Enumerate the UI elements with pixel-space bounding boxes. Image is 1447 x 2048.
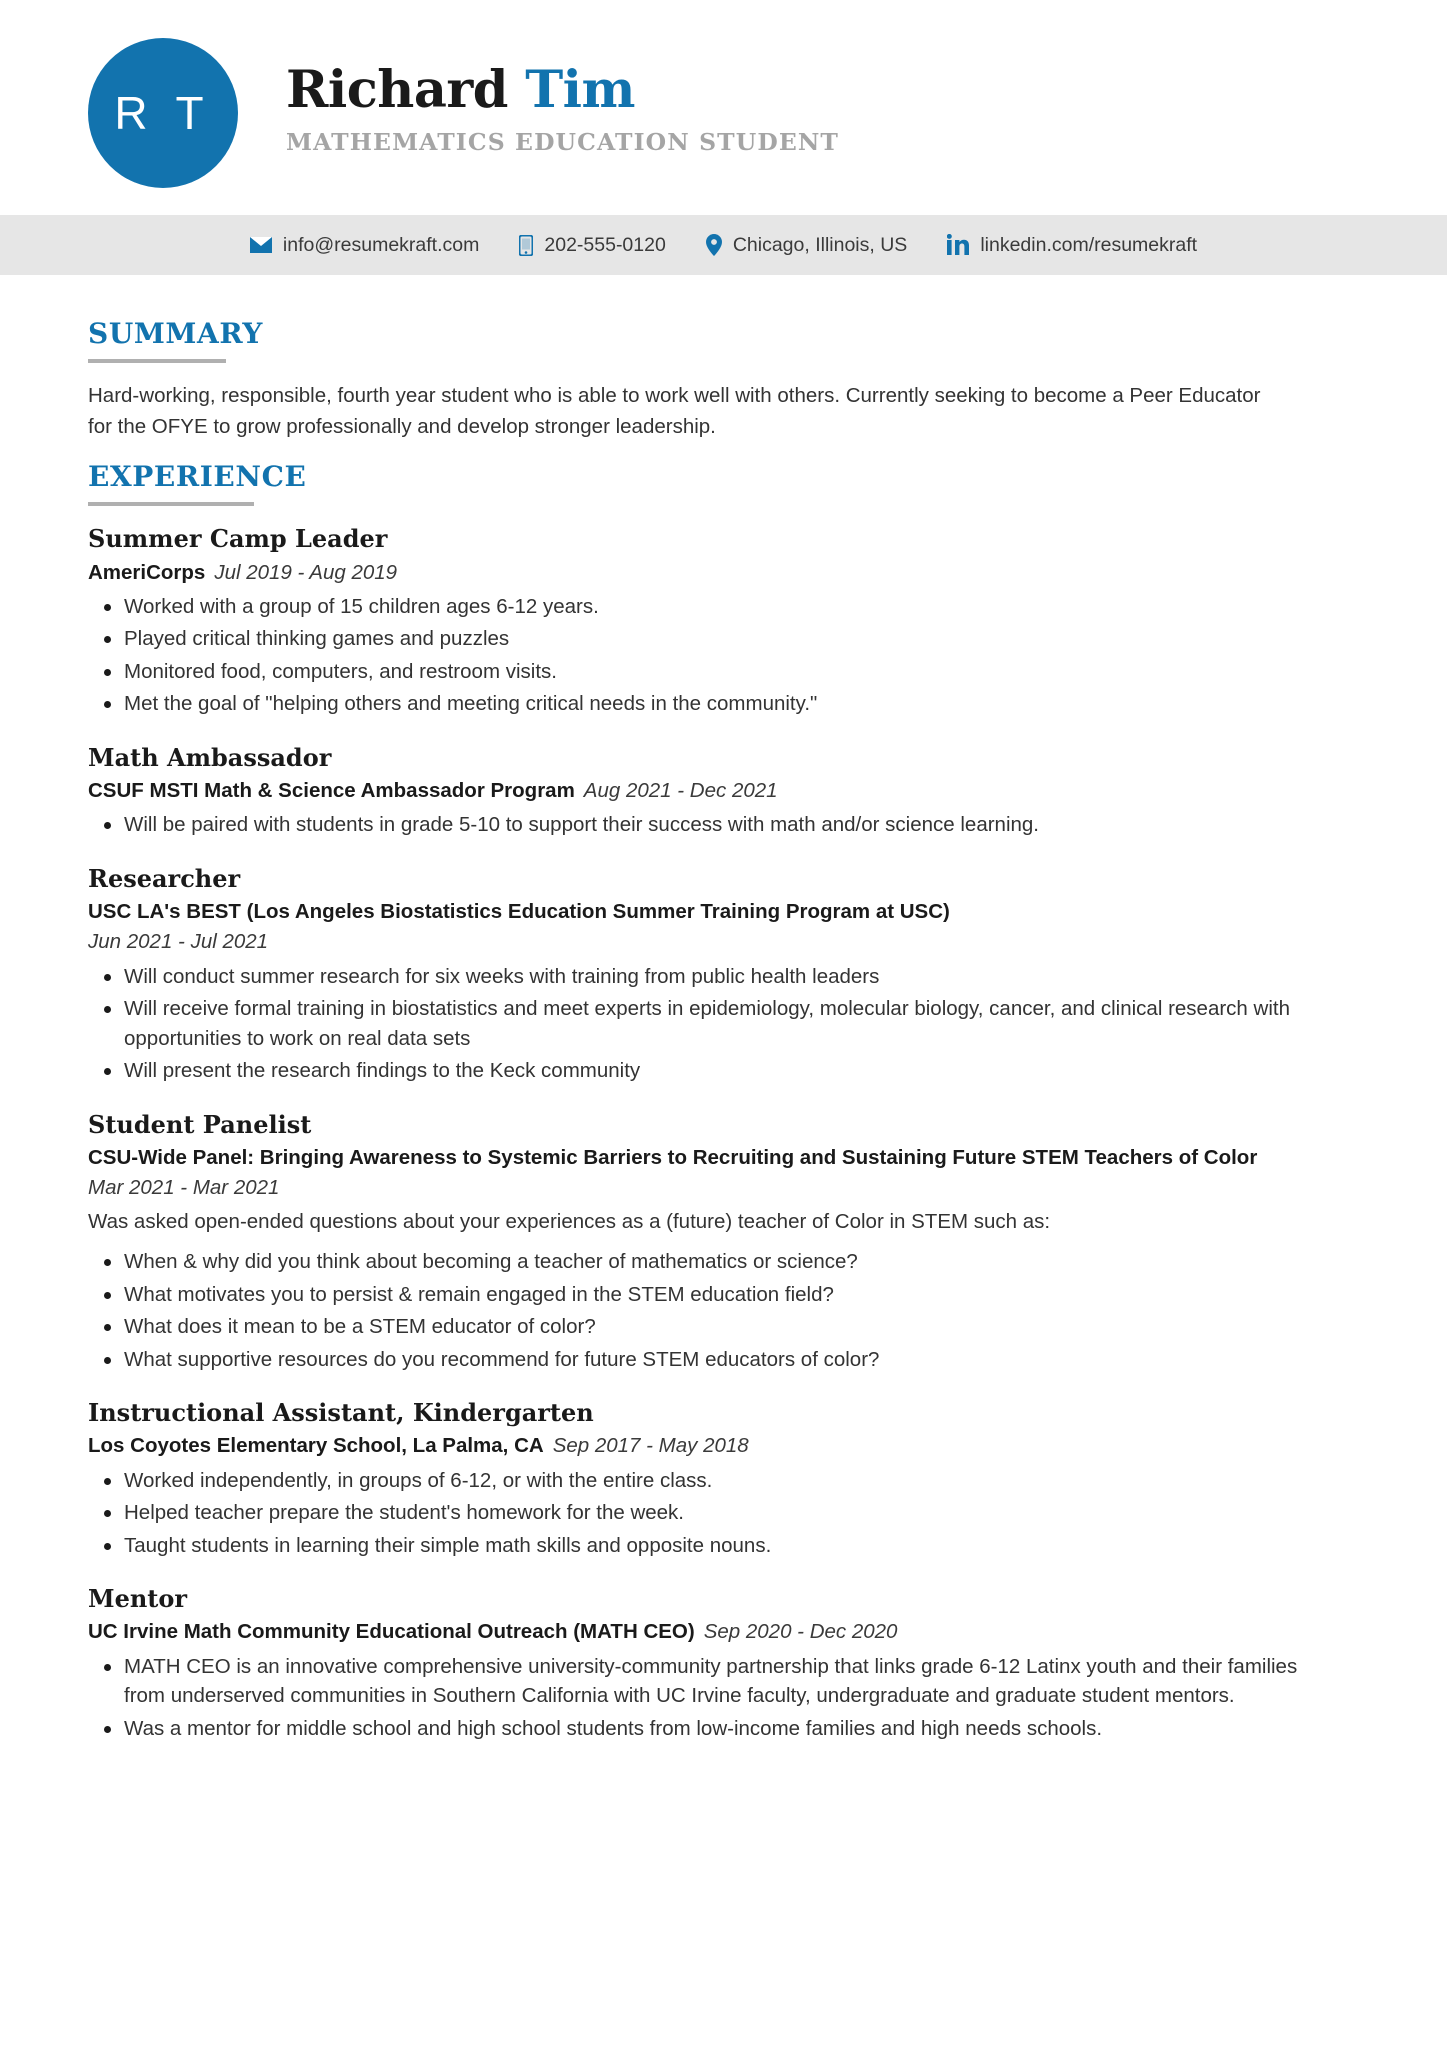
list-item: Taught students in learning their simple math skills and opposite nouns. <box>88 1531 1318 1561</box>
section-heading-summary: SUMMARY <box>88 317 263 350</box>
entry-job-title: Summer Camp Leader <box>88 524 388 554</box>
list-item: MATH CEO is an innovative comprehensive university-community partnership that links grade 6-12 Latinx youth and their families from underserved communities in Southern California with UC Irvine faculty, undergraduate and graduate student mentors. <box>88 1652 1318 1711</box>
section-summary <box>88 317 1359 442</box>
entry-bullet-list <box>88 1652 1359 1744</box>
experience-entry <box>88 1109 1359 1375</box>
contact-linkedin-text: linkedin.com/resumekraft <box>980 233 1198 256</box>
resume-body <box>0 275 1447 1743</box>
page-title <box>286 59 839 120</box>
contact-phone[interactable] <box>519 234 665 257</box>
list-item: Met the goal of "helping others and meeting critical needs in the community." <box>88 689 1318 719</box>
entry-meta <box>88 898 1359 957</box>
contact-bar <box>0 215 1447 275</box>
list-item: Worked independently, in groups of 6-12, or with the entire class. <box>88 1466 1318 1496</box>
contact-email[interactable] <box>250 234 479 257</box>
last-name: Tim <box>525 59 636 120</box>
heading-divider <box>88 359 226 363</box>
list-item: Monitored food, computers, and restroom visits. <box>88 657 1318 687</box>
entry-organization: USC LA's BEST (Los Angeles Biostatistics Education Summer Training Program at USC) <box>88 900 950 924</box>
entry-bullet-list <box>88 1466 1359 1561</box>
heading-divider <box>88 502 254 506</box>
list-item: What supportive resources do you recommend for future STEM educators of color? <box>88 1345 1318 1375</box>
entry-dates: Jul 2019 - Aug 2019 <box>214 560 398 584</box>
entry-meta <box>88 559 1359 587</box>
list-item: What motivates you to persist & remain engaged in the STEM education field? <box>88 1280 1318 1310</box>
entry-bullet-list <box>88 1247 1359 1374</box>
entry-dates: Mar 2021 - Mar 2021 <box>88 1176 280 1200</box>
entry-job-title: Math Ambassador <box>88 742 332 772</box>
list-item: What does it mean to be a STEM educator of color? <box>88 1312 1318 1342</box>
map-pin-icon <box>706 234 722 256</box>
entry-meta <box>88 1618 1359 1646</box>
list-item: Will receive formal training in biostatistics and meet experts in epidemiology, molecular biology, cancer, and clinical research with opportunities to work on real data sets <box>88 994 1318 1053</box>
experience-entry <box>88 742 1359 840</box>
entry-job-title: Student Panelist <box>88 1109 312 1139</box>
envelope-icon <box>250 237 272 253</box>
entry-meta <box>88 777 1359 805</box>
experience-entry <box>88 1583 1359 1743</box>
entry-job-title: Mentor <box>88 1584 188 1614</box>
contact-location[interactable] <box>706 234 908 257</box>
entry-meta <box>88 1144 1359 1203</box>
entry-organization: UC Irvine Math Community Educational Outreach (MATH CEO) <box>88 1620 695 1644</box>
list-item: Worked with a group of 15 children ages 6-12 years. <box>88 592 1318 622</box>
linkedin-icon <box>947 234 969 256</box>
contact-linkedin[interactable] <box>947 234 1197 257</box>
entry-job-title: Instructional Assistant, Kindergarten <box>88 1398 594 1428</box>
mobile-phone-icon <box>519 235 533 256</box>
first-name: Richard <box>286 59 508 120</box>
contact-email-text: info@resumekraft.com <box>282 233 480 256</box>
entry-bullet-list <box>88 810 1359 840</box>
resume-header <box>0 0 1447 215</box>
entry-bullet-list <box>88 962 1359 1086</box>
list-item: When & why did you think about becoming a teacher of mathematics or science? <box>88 1247 1318 1277</box>
list-item: Will be paired with students in grade 5-10 to support their success with math and/or science learning. <box>88 810 1318 840</box>
entry-dates: Sep 2020 - Dec 2020 <box>703 1620 898 1644</box>
list-item: Helped teacher prepare the student's homework for the week. <box>88 1498 1318 1528</box>
avatar <box>88 38 238 188</box>
entry-meta <box>88 1432 1359 1460</box>
entry-dates: Aug 2021 - Dec 2021 <box>583 779 778 803</box>
entry-dates: Jun 2021 - Jul 2021 <box>88 930 269 954</box>
avatar-initials: R T <box>114 86 212 139</box>
list-item: Will present the research findings to the Keck community <box>88 1056 1318 1086</box>
entry-organization: Los Coyotes Elementary School, La Palma, CA <box>88 1434 544 1458</box>
experience-entry <box>88 863 1359 1086</box>
entry-organization: CSU-Wide Panel: Bringing Awareness to Systemic Barriers to Recruiting and Sustaining Future STEM Teachers of Color <box>88 1145 1258 1169</box>
list-item: Played critical thinking games and puzzles <box>88 624 1318 654</box>
entry-organization: CSUF MSTI Math & Science Ambassador Program <box>88 779 575 803</box>
contact-phone-text: 202-555-0120 <box>544 233 666 256</box>
entry-dates: Sep 2017 - May 2018 <box>552 1434 749 1458</box>
experience-entry <box>88 1397 1359 1560</box>
section-experience <box>88 460 1359 1743</box>
list-item: Was a mentor for middle school and high school students from low-income families and high needs schools. <box>88 1714 1318 1744</box>
entry-intro-text: Was asked open-ended questions about your experiences as a (future) teacher of Color in STEM such as: <box>88 1210 1051 1234</box>
experience-entry <box>88 523 1359 719</box>
spacer <box>88 450 1359 460</box>
entry-bullet-list <box>88 592 1359 719</box>
entry-organization: AmeriCorps <box>88 560 206 584</box>
experience-entry-list <box>88 523 1359 1743</box>
identity-block <box>286 59 840 162</box>
entry-job-title: Researcher <box>88 863 241 893</box>
job-title: MATHEMATICS EDUCATION STUDENT <box>286 128 840 157</box>
section-heading-experience: EXPERIENCE <box>88 460 307 494</box>
list-item: Will conduct summer research for six weeks with training from public health leaders <box>88 962 1318 992</box>
summary-text: Hard-working, responsible, fourth year student who is able to work well with others. Currently seeking to become a Peer Educator for the OFYE to grow professionally and develop stronger leadership. <box>88 384 1261 439</box>
contact-location-text: Chicago, Illinois, US <box>732 233 908 256</box>
